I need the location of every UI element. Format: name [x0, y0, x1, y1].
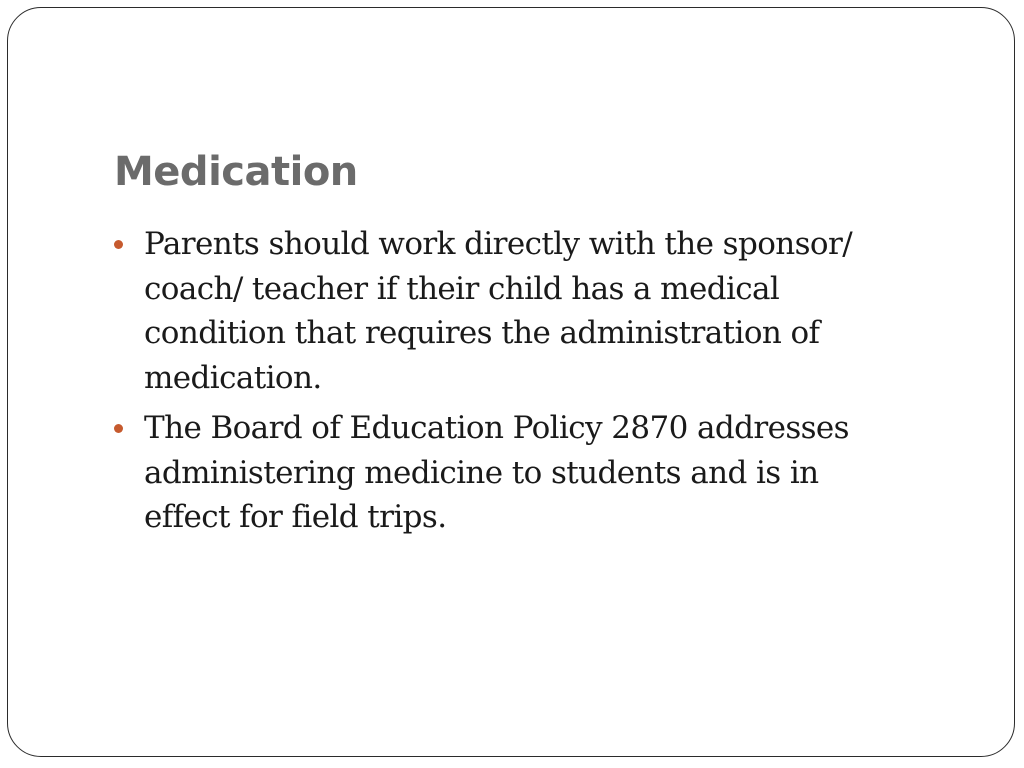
slide-title: Medication	[114, 149, 358, 195]
bullet-marker-icon	[114, 240, 123, 249]
bullet-item	[112, 406, 902, 540]
bullet-item	[112, 222, 902, 400]
bullet-list	[112, 222, 902, 546]
bullet-marker-icon	[114, 424, 123, 433]
bullet-text: Parents should work directly with the sponsor/ coach/ teacher if their child has a medical condition that requires the administration of medication.	[144, 226, 853, 396]
bullet-text: The Board of Education Policy 2870 addresses administering medicine to students and is in effect for field trips.	[144, 410, 849, 535]
